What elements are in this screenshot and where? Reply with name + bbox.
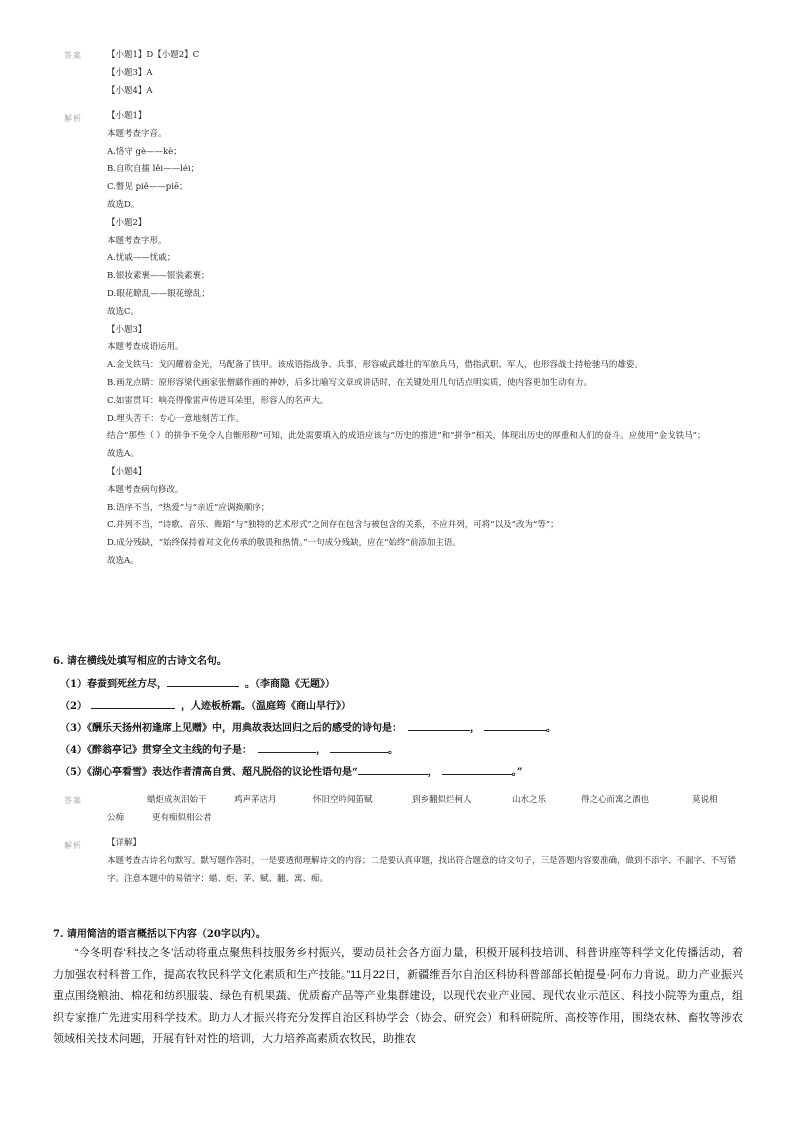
explain-label: 解析 <box>64 114 82 123</box>
answer-blank[interactable] <box>91 698 175 709</box>
explain-line: 故选A。 <box>107 449 139 460</box>
question-6-item-2 <box>60 697 351 712</box>
explain-line: 【小题4】 <box>107 466 147 477</box>
explain-line: 故选D。 <box>107 199 140 210</box>
answer-blank[interactable] <box>408 720 470 731</box>
explain-line: B.语序不当，“热爱”与“亲近”应调换顺序； <box>107 502 270 513</box>
explanation-q6 <box>107 835 737 888</box>
explain-line: C.如雷贯耳：响亮得像雷声传进耳朵里，形容人的名声大。 <box>107 395 329 406</box>
explain-line: 【小题1】 <box>107 111 147 121</box>
explain-line: B.自吹自擂 lěi——léi； <box>107 164 200 175</box>
answer-label: 答案 <box>64 796 82 805</box>
explain-line: B.银妆素裹——银装素裹； <box>107 271 210 282</box>
item-post: ，人迹板桥霜。（温庭筠《商山早行》） <box>180 701 351 712</box>
explain-line: C.并列不当，“诗歌、音乐、舞蹈”与“独特的艺术形式”之间存在包含与被包含的关系，不应并列，可将“以及”改为“等”； <box>107 520 559 531</box>
item-pre: （1）春蚕到死丝方尽， <box>60 679 167 690</box>
item-pre: （4）《醉翁亭记》贯穿全文主线的句子是： <box>60 745 252 756</box>
explain-line: 本题考查病句修改。 <box>107 484 184 495</box>
answer-item: 怀旧空吟闻笛赋 <box>313 795 373 805</box>
explain-line: 本题考查成语运用。 <box>107 342 184 353</box>
explain-line: B.画龙点睛：原形容梁代画家张僧繇作画的神妙，后多比喻写文章或讲话时，在关键处用几句话点明实质，使内容更加生动有力。 <box>107 377 592 388</box>
item-post: 。 <box>387 745 398 756</box>
question-6-item-5 <box>60 763 522 778</box>
answer-line-3: 【小题4】A <box>107 86 153 96</box>
explain-line: D.眼花瞭乱——眼花缭乱； <box>107 288 210 299</box>
item-mid: ， <box>469 723 480 734</box>
explain-line: 本题考查字音。 <box>107 128 167 139</box>
item-mid: ， <box>427 767 438 778</box>
question-6-item-1 <box>60 675 335 690</box>
answer-blank[interactable] <box>258 742 316 753</box>
answer-item: 莫说相 <box>692 795 718 805</box>
explain-line: A.恪守 gè——kè； <box>107 146 182 157</box>
explain-line: C.瞥见 piě——piē； <box>107 182 188 193</box>
item-pre: （2） <box>60 701 87 712</box>
item-post: 。” <box>511 767 523 778</box>
explain-line: 故选C。 <box>107 306 140 317</box>
answer-item: 蜡炬成灰泪始干 <box>147 795 207 805</box>
question-7-paragraph: “今冬明春‘科技之冬’活动将重点聚焦科技服务乡村振兴，要动员社会各方面力量，积极开展科技培训、科普讲座等科学文化传播活动，着力加强农村科普工作，提高农牧民科学文化素质和生产技能。”11月22日，新疆维吾尔自治区科协科普部部长帕提曼·阿布力肯说。助力产业振兴重点围绕粮油、棉花和纺织服装、绿色有机果蔬、优质畜产品等产业集群建设，以现代农业产业园、现代农业示范区、科技小院等为重点，组织专家推广先进实用科学技术。助力人才振兴将充分发挥自治区科协学会（协会、研究会）和科研院所、高校等作用，围绕农林、畜牧等涉农领域相关技术问题，开展有针对性的培训，大力培养高素质农牧民，助推农 <box>53 947 743 1045</box>
item-post: 。（李商隐《无题》） <box>244 679 335 690</box>
question-6-title: 6. 请在横线处填写相应的古诗文名句。 <box>53 656 227 667</box>
answer-item: 到乡翻似烂柯人 <box>412 795 472 805</box>
explain-line: D.成分残缺，“始终保持着对文化传承的敬畏和热情。”一句成分残缺，应在“始终”前添加主语。 <box>107 538 461 549</box>
answer-label: 答案 <box>64 51 82 60</box>
explain-line: 【小题2】 <box>107 217 147 228</box>
answer-item: 鸡声茅店月 <box>234 795 277 805</box>
answer-item: 更有痴似相公者 <box>152 813 212 823</box>
item-mid: ， <box>315 745 326 756</box>
answer-item: 得之心而寓之酒也 <box>581 795 650 805</box>
answer-line-1: 【小题1】D【小题2】C <box>107 50 200 60</box>
answer-item: 山水之乐 <box>512 795 547 805</box>
explain-line: A.忧戚——忧戚； <box>107 253 176 264</box>
item-post: 。 <box>545 723 556 734</box>
explain-line: 本题考查古诗名句默写。默写题作答时，一是要透彻理解诗文的内容；二是要认真审题，找出符合题意的诗文句子，三是答题内容要准确，做到不添字、不漏字、不写错字。注意本题中的易错字：蜡、炬、茅、赋、翻、寓、痴。 <box>107 855 737 884</box>
answer-line-2: 【小题3】A <box>107 68 153 78</box>
explain-line: 【小题3】 <box>107 324 147 335</box>
answer-blank[interactable] <box>167 676 239 687</box>
answer-blank[interactable] <box>484 720 546 731</box>
answer-blank[interactable] <box>330 742 388 753</box>
explain-line: D.埋头苦干：专心一意地刻苦工作。 <box>107 413 244 424</box>
question-6-item-4 <box>60 741 398 756</box>
explain-line: 故选A。 <box>107 555 139 566</box>
item-pre: （3）《酬乐天扬州初逢席上见赠》中，用典故表达回归之后的感受的诗句是： <box>60 723 402 734</box>
item-pre: （5）《湖心亭看雪》表达作者清高自赏、超凡脱俗的议论性语句是“ <box>60 767 358 778</box>
explain-line: 本题考查字形。 <box>107 235 167 246</box>
explanation-q5 <box>107 108 737 571</box>
question-6-item-3 <box>60 719 556 734</box>
answer-blank[interactable] <box>358 764 428 775</box>
question-7-title: 7. 请用简洁的语言概括以下内容（20字以内）。 <box>53 929 266 940</box>
explain-line: A.金戈铁马：戈闪耀着金光，马配备了铁甲。该成语指战争、兵事，形容威武雄壮的军旅兵马，借指武职、军人，也形容战士持枪驰马的雄姿。 <box>107 360 643 371</box>
explain-line: 【详解】 <box>107 838 142 848</box>
explain-label: 解析 <box>64 841 82 850</box>
answer-item: 公痴 <box>107 813 125 823</box>
answer-blank[interactable] <box>442 764 512 775</box>
explain-line: 结合“那些（ ）的拼争不免令人自惭形秽”可知，此处需要填入的成语应该与“历史的推进”和“拼争”相关，体现出历史的厚重和人们的奋斗。应使用“金戈铁马”； <box>107 431 706 442</box>
